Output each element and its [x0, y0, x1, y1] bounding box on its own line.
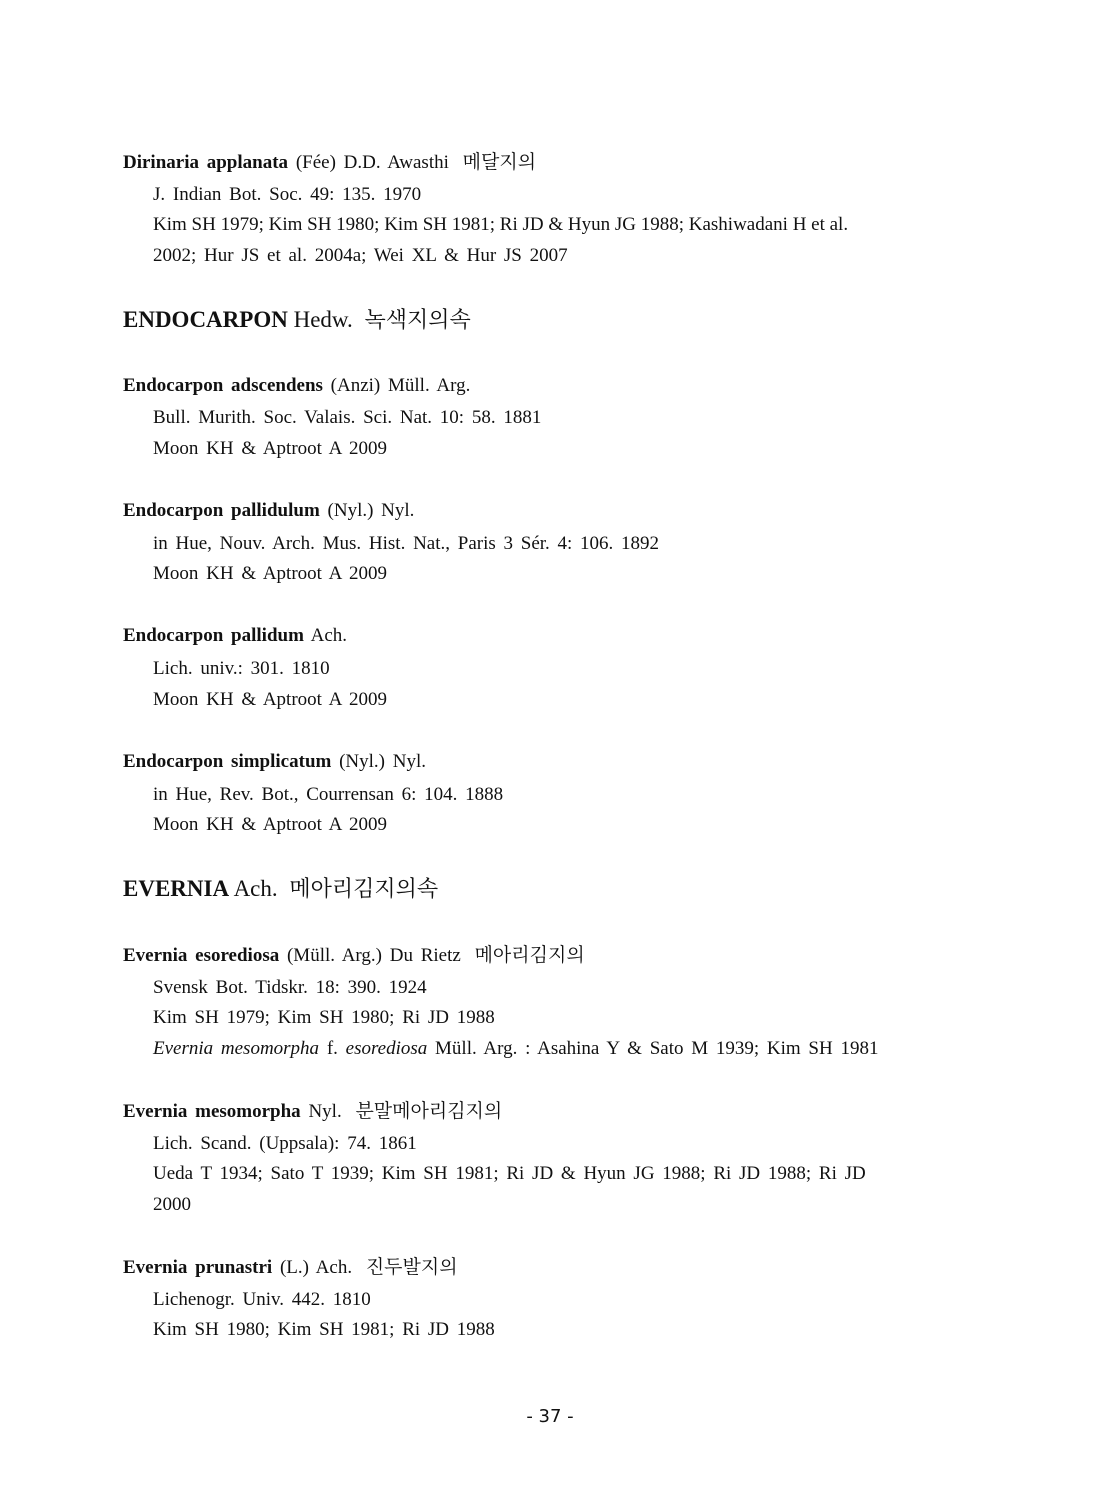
references: 2002; Hur JS et al. 2004a; Wei XL & Hur JS 2007	[153, 245, 568, 266]
publication: Lich. Scand. (Uppsala): 74. 1861	[153, 1133, 417, 1154]
references: Moon KH & Aptroot A 2009	[153, 563, 388, 584]
species-name: Evernia prunastri	[123, 1257, 273, 1278]
publication: Svensk Bot. Tidskr. 18: 390. 1924	[153, 977, 427, 998]
species-heading	[123, 374, 470, 398]
species-name: Endocarpon pallidulum	[123, 500, 320, 521]
references: Moon KH & Aptroot A 2009	[153, 438, 388, 459]
references: Ueda T 1934; Sato T 1939; Kim SH 1981; Ri JD & Hyun JG 1988; Ri JD 1988; Ri JD	[153, 1163, 866, 1184]
synonym-name: Evernia mesomorpha	[153, 1038, 320, 1059]
korean-name: 메달지의	[462, 151, 537, 173]
references: Kim SH 1979; Kim SH 1980; Kim SH 1981; Ri JD & Hyun JG 1988; Kashiwadani H et al.	[153, 214, 849, 235]
synonym-references: Müll. Arg. : Asahina Y & Sato M 1939; Kim SH 1981	[435, 1038, 879, 1059]
species-author: (Nyl.) Nyl.	[327, 500, 415, 521]
references: Moon KH & Aptroot A 2009	[153, 689, 388, 710]
synonym-rank: f.	[326, 1038, 338, 1059]
species-heading	[123, 624, 347, 648]
references: Kim SH 1980; Kim SH 1981; Ri JD 1988	[153, 1319, 495, 1340]
publication: in Hue, Rev. Bot., Courrensan 6: 104. 1888	[153, 784, 504, 805]
species-author: Nyl.	[308, 1101, 342, 1122]
genus-name: EVERNIA	[123, 876, 230, 901]
korean-name: 녹색지의속	[364, 308, 471, 333]
synonym-epithet: esorediosa	[345, 1038, 428, 1059]
korean-name: 메아리김지의속	[289, 877, 439, 902]
genus-heading	[123, 875, 438, 904]
page-number: - 37 -	[526, 1406, 574, 1427]
species-author: (Nyl.) Nyl.	[339, 751, 426, 772]
korean-name: 메아리김지의	[474, 944, 585, 966]
species-name: Endocarpon pallidum	[123, 625, 304, 646]
genus-author: Hedw.	[293, 307, 353, 332]
species-heading	[123, 943, 585, 968]
species-name: Dirinaria applanata	[123, 152, 289, 173]
references: Kim SH 1979; Kim SH 1980; Ri JD 1988	[153, 1007, 495, 1028]
references: Moon KH & Aptroot A 2009	[153, 814, 388, 835]
genus-name: ENDOCARPON	[123, 307, 288, 332]
publication: Bull. Murith. Soc. Valais. Sci. Nat. 10: 58. 1881	[153, 407, 542, 428]
species-heading	[123, 1255, 458, 1280]
species-author: (Fée) D.D. Awasthi	[295, 152, 449, 173]
synonym-line	[153, 1037, 878, 1061]
genus-author: Ach.	[233, 876, 278, 901]
korean-name: 분말메아리김지의	[355, 1100, 503, 1122]
genus-heading	[123, 306, 471, 335]
references: 2000	[153, 1194, 191, 1215]
species-author: (L.) Ach.	[279, 1257, 353, 1278]
publication: in Hue, Nouv. Arch. Mus. Hist. Nat., Paris 3 Sér. 4: 106. 1892	[153, 533, 660, 554]
species-heading	[123, 499, 414, 523]
species-name: Evernia mesomorpha	[123, 1101, 301, 1122]
species-author: (Anzi) Müll. Arg.	[330, 375, 471, 396]
species-author: (Müll. Arg.) Du Rietz	[286, 945, 461, 966]
species-author: Ach.	[310, 625, 348, 646]
korean-name: 진두발지의	[365, 1256, 458, 1278]
species-heading	[123, 750, 426, 774]
species-heading	[123, 1099, 502, 1124]
species-name: Endocarpon simplicatum	[123, 751, 332, 772]
species-name: Endocarpon adscendens	[123, 375, 323, 396]
species-name: Evernia esorediosa	[123, 945, 280, 966]
species-heading	[123, 150, 536, 175]
publication: Lich. univ.: 301. 1810	[153, 658, 330, 679]
publication: J. Indian Bot. Soc. 49: 135. 1970	[153, 184, 422, 205]
publication: Lichenogr. Univ. 442. 1810	[153, 1289, 371, 1310]
